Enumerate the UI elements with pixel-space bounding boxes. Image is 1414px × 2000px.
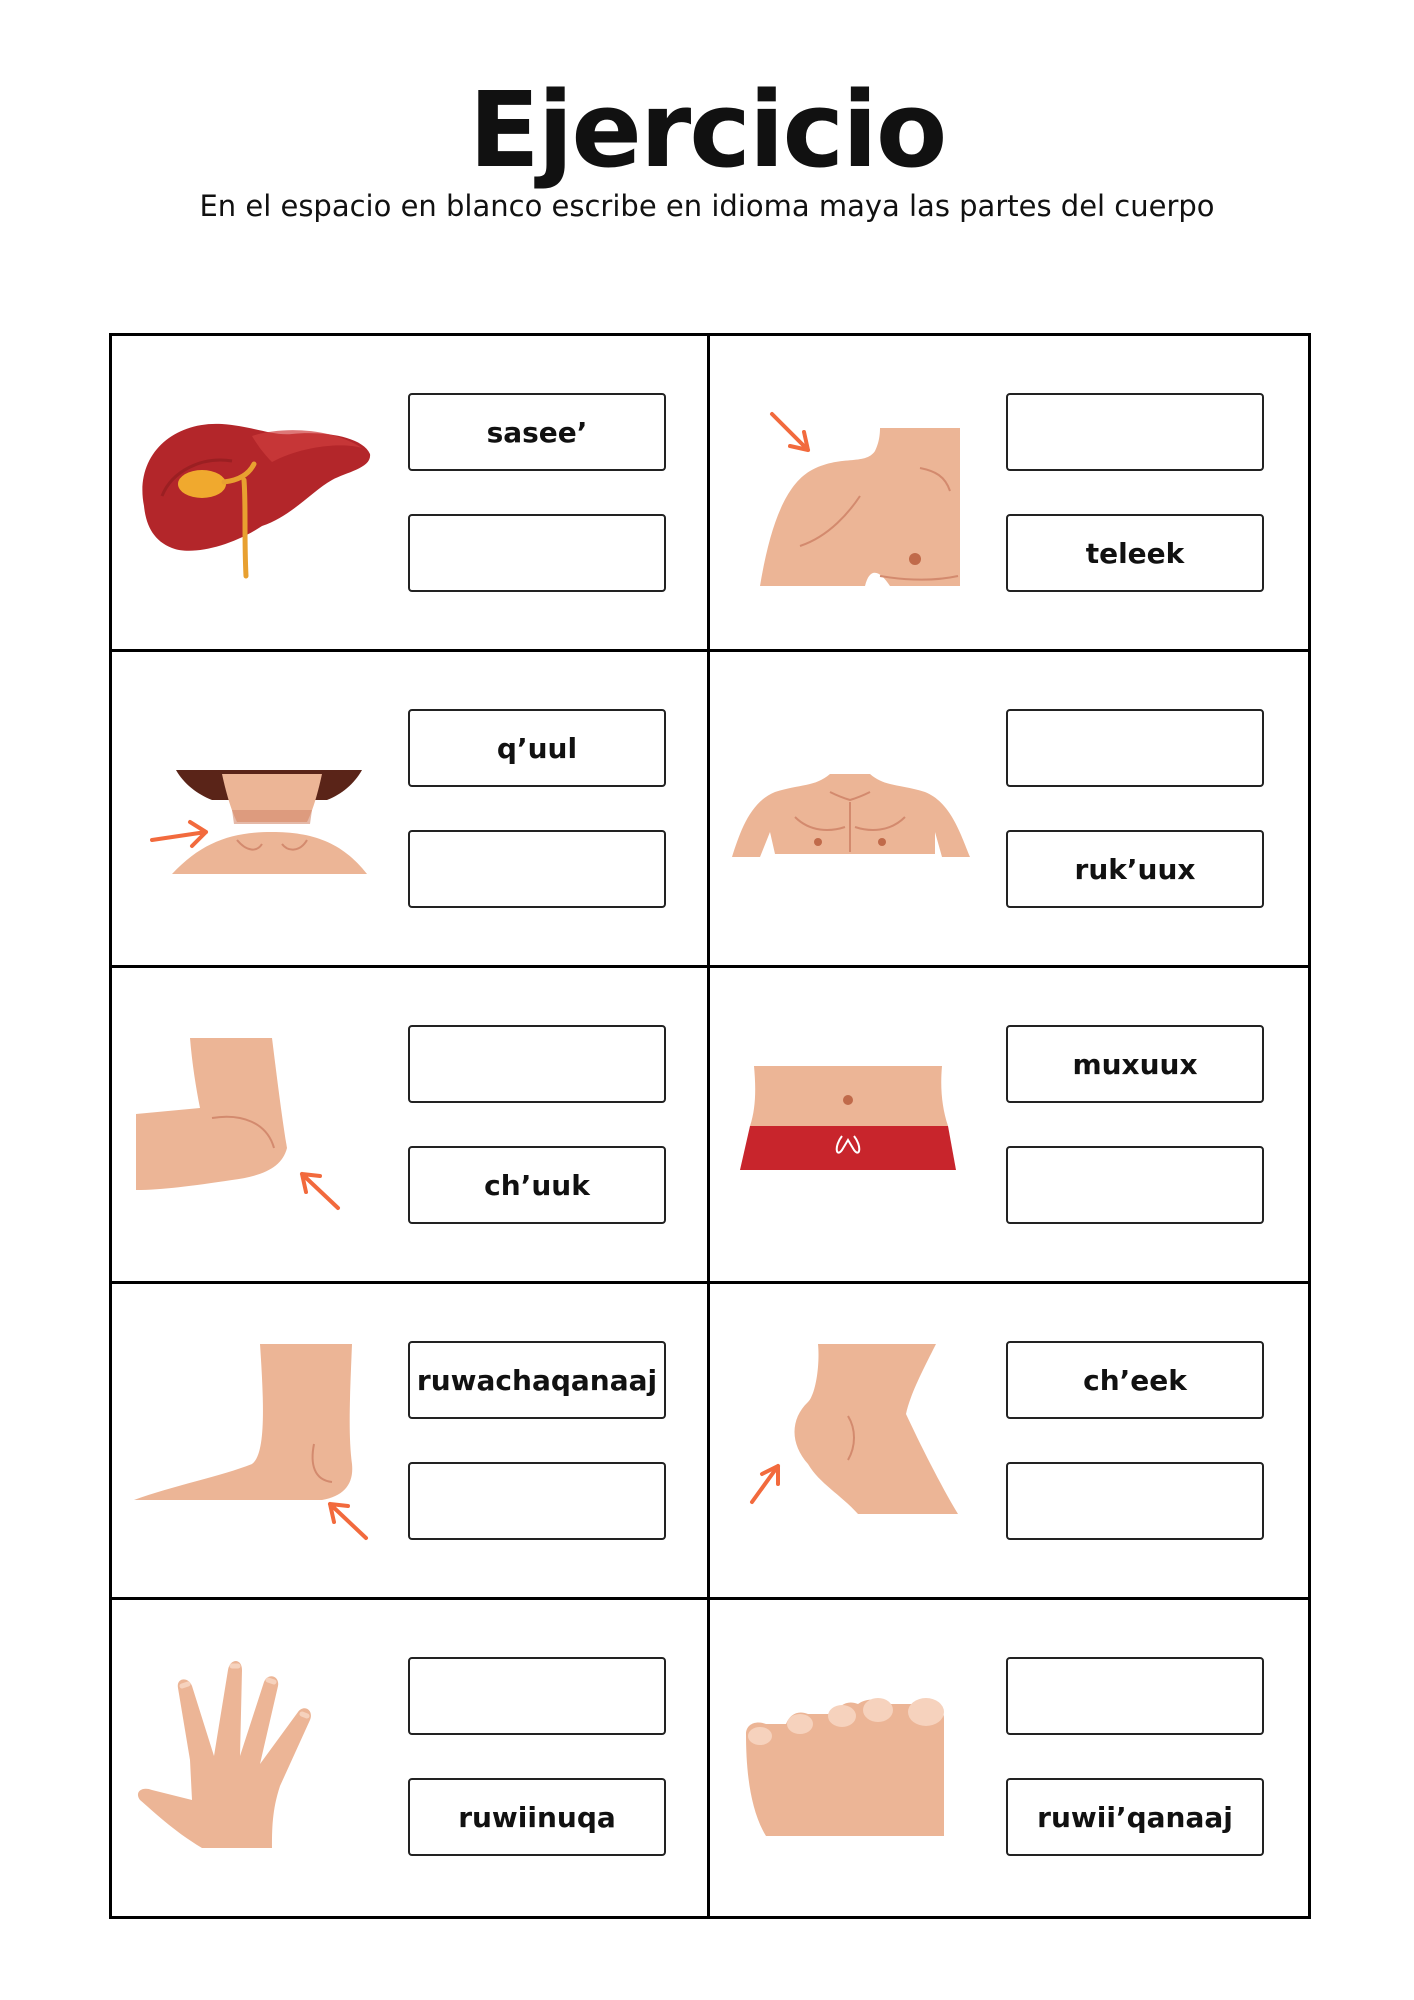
answer-box-7-top[interactable]: ruwachaqanaaj [408,1341,666,1419]
exercise-cell-neck [112,652,710,968]
hand-illustration [132,1640,372,1860]
answer-box-4-top[interactable] [1006,709,1264,787]
answer-box-7-bottom[interactable] [408,1462,666,1540]
answer-box-1-top[interactable]: sasee’ [408,393,666,471]
exercise-cell-belly [710,968,1308,1284]
answer-box-10-bottom[interactable]: ruwii’qanaaj [1006,1778,1264,1856]
neck-illustration [132,692,372,912]
answer-box-9-top[interactable] [408,1657,666,1735]
exercise-cell-chest [710,652,1308,968]
answer-box-6-top[interactable]: muxuux [1006,1025,1264,1103]
answer-box-5-bottom[interactable]: ch’uuk [408,1146,666,1224]
answer-box-6-bottom[interactable] [1006,1146,1264,1224]
exercise-cell-foot [710,1600,1308,1916]
ankle-illustration [132,1324,372,1544]
exercise-cell-elbow [112,968,710,1284]
exercise-grid [109,333,1311,1919]
answer-box-5-top[interactable] [408,1025,666,1103]
answer-box-10-top[interactable] [1006,1657,1264,1735]
foot-illustration [730,1640,970,1860]
answer-box-8-top[interactable]: ch’eek [1006,1341,1264,1419]
liver-illustration [132,376,372,596]
exercise-cell-knee [710,1284,1308,1600]
answer-box-3-top[interactable]: q’uul [408,709,666,787]
answer-box-2-top[interactable] [1006,393,1264,471]
shoulder-illustration [730,376,970,596]
chest-illustration [730,692,970,912]
answer-box-2-bottom[interactable]: teleek [1006,514,1264,592]
exercise-cell-shoulder [710,336,1308,652]
answer-box-9-bottom[interactable]: ruwiinuqa [408,1778,666,1856]
knee-illustration [730,1324,970,1544]
elbow-illustration [132,1008,372,1228]
answer-box-1-bottom[interactable] [408,514,666,592]
answer-box-3-bottom[interactable] [408,830,666,908]
answer-box-4-bottom[interactable]: ruk’uux [1006,830,1264,908]
page-subtitle: En el espacio en blanco escribe en idioma maya las partes del cuerpo [199,189,1215,223]
belly-illustration [730,1008,970,1228]
exercise-cell-ankle [112,1284,710,1600]
exercise-cell-hand [112,1600,710,1916]
answer-box-8-bottom[interactable] [1006,1462,1264,1540]
page-title: Ejercicio [468,69,946,191]
exercise-cell-liver [112,336,710,652]
